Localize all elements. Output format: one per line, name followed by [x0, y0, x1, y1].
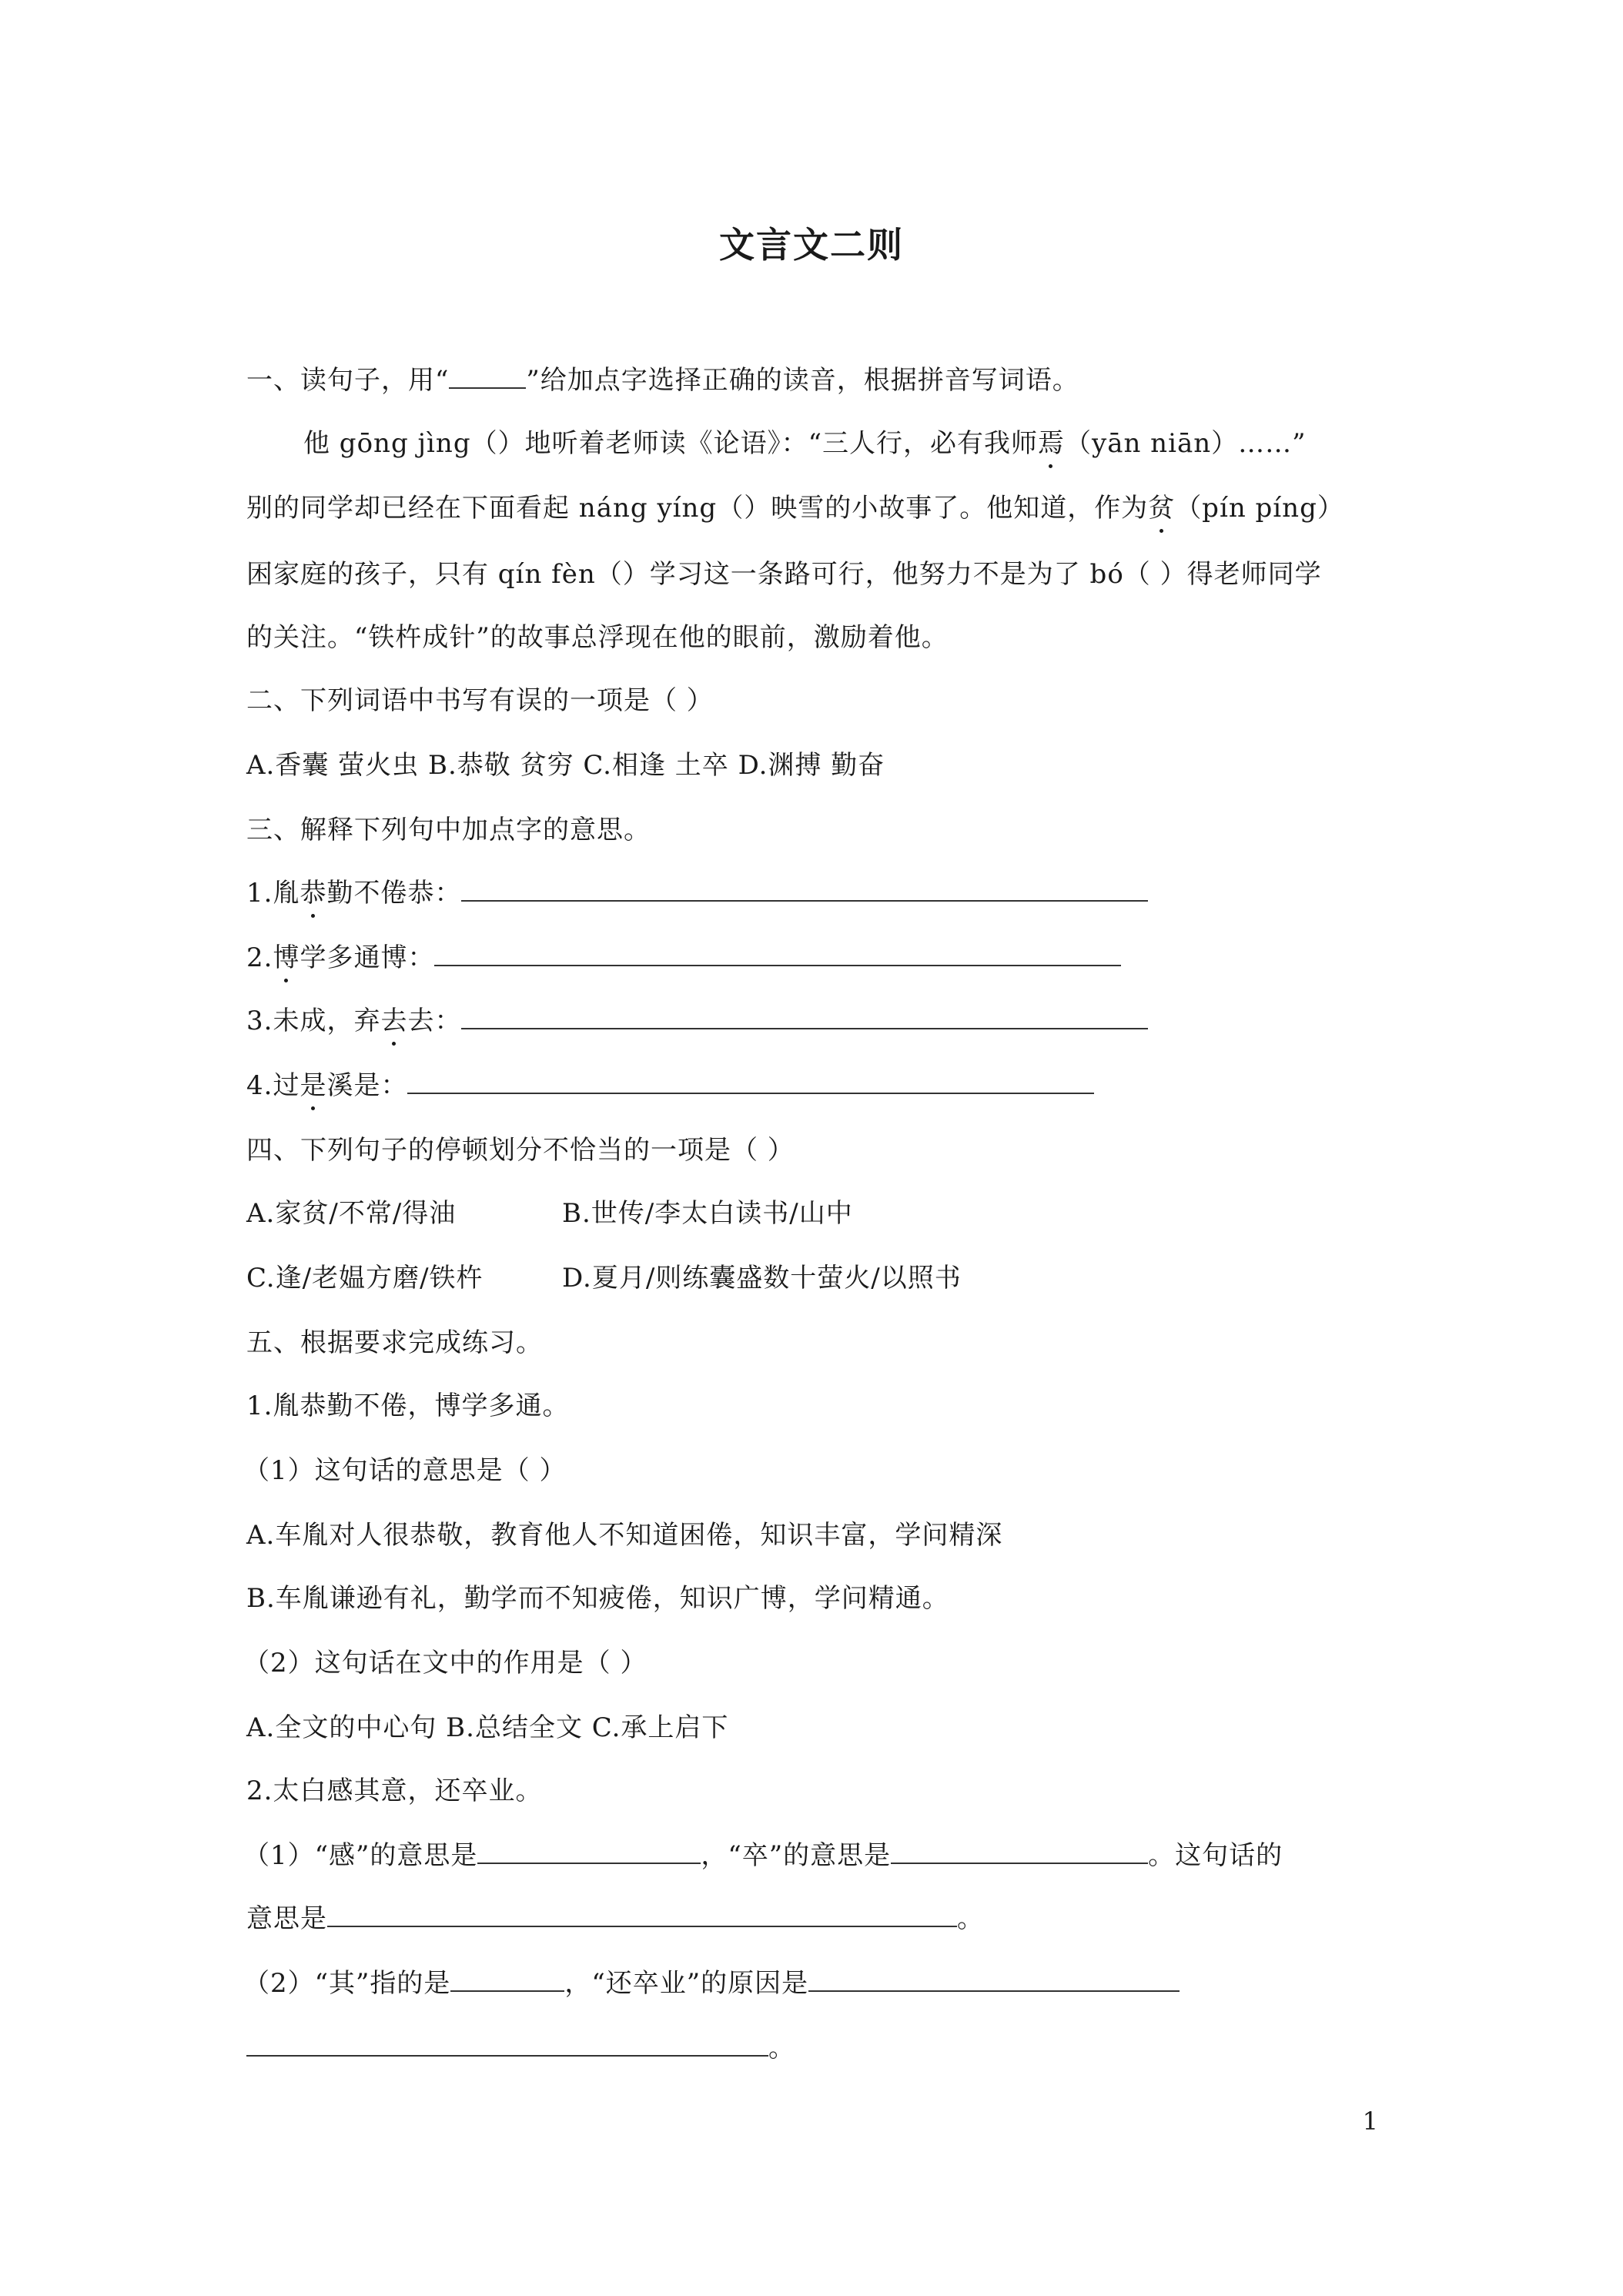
answer-blank	[434, 942, 1121, 966]
answer-blank	[461, 877, 1148, 902]
q1-line-2: 别的同学却已经在下面看起 náng yíng（）映雪的小故事了。他知道，作为贫（pín píng）	[246, 493, 1344, 524]
answer-blank	[891, 1839, 1148, 1864]
answer-blank	[327, 1903, 957, 1927]
q3-item-4: 4.过是溪是：	[246, 1069, 1094, 1103]
q1-line-4: 的关注。“铁杵成针”的故事总浮现在他的眼前，激励着他。	[246, 622, 949, 653]
answer-blank	[477, 1839, 701, 1864]
q5-sentence-1: 1.胤恭勤不倦，博学多通。	[246, 1391, 570, 1421]
q1-line-1: 他 gōng jìng（）地听着老师读《论语》：“三人行，必有我师焉（yān niān）……”	[303, 428, 1307, 459]
answer-blank	[461, 1005, 1148, 1029]
q1-heading: 一、读句子，用“ ”给加点字选择正确的读音，根据拼音写词语。	[246, 365, 1079, 396]
q2-options: A.香囊 萤火虫 B.恭敬 贫穷 C.相逢 土卒 D.渊搏 勤奋	[246, 750, 885, 781]
q5-heading: 五、根据要求完成练习。	[246, 1327, 543, 1358]
answer-blank	[407, 1069, 1094, 1094]
dotted-char: 焉	[1037, 428, 1065, 459]
answer-blank	[808, 1967, 1180, 1992]
q5-s1-options: A.全文的中心句 B.总结全文 C.承上启下	[246, 1712, 729, 1743]
answer-blank	[450, 1967, 564, 1992]
answer-blank	[246, 2032, 768, 2057]
dotted-char: 去	[380, 1006, 408, 1036]
q2-heading: 二、下列词语中书写有误的一项是（ ）	[246, 685, 714, 716]
q5-s2-question-1-cont: 意思是 。	[246, 1903, 984, 1934]
dotted-char: 博	[273, 942, 300, 973]
q4-option-d: D.夏月/则练囊盛数十萤火/以照书	[562, 1263, 962, 1294]
q4-option-a: A.家贫/不常/得油	[246, 1198, 457, 1229]
q4-option-c: C.逢/老媪方磨/铁杵	[246, 1263, 484, 1294]
q5-s1-option-b: B.车胤谦逊有礼，勤学而不知疲倦，知识广博，学问精通。	[246, 1583, 949, 1614]
q4-option-b: B.世传/李太白读书/山中	[562, 1198, 853, 1229]
dotted-char: 是	[300, 1070, 327, 1101]
q3-item-2: 2.博学多通博：	[246, 941, 1121, 975]
q3-item-3: 3.未成，弃去去：	[246, 1004, 1148, 1038]
q3-heading: 三、解释下列句中加点字的意思。	[246, 815, 651, 845]
q1-line-3: 困家庭的孩子，只有 qín fèn（）学习这一条路可行，他努力不是为了 bó（ ）得老师同学	[246, 559, 1322, 590]
page-title: 文言文二则	[719, 224, 904, 266]
page-number: 1	[1362, 2107, 1378, 2136]
q3-item-1: 1.胤恭勤不倦恭：	[246, 876, 1148, 910]
q4-heading: 四、下列句子的停顿划分不恰当的一项是（ ）	[246, 1135, 795, 1166]
q5-s1-question-2: （2）这句话在文中的作用是（ ）	[243, 1648, 648, 1678]
dotted-char: 恭	[300, 878, 327, 909]
q5-s1-option-a: A.车胤对人很恭敬，教育他人不知道困倦，知识丰富，学问精深	[246, 1520, 1003, 1551]
q5-s2-question-1: （1）“感”的意思是 ，“卒”的意思是 。这句话的	[243, 1840, 1283, 1871]
dotted-char: 贫	[1148, 493, 1176, 524]
q5-s2-question-2: （2）“其”指的是 ，“还卒业”的原因是	[243, 1966, 1180, 2000]
q5-s2-question-2-cont: 。	[246, 2031, 795, 2065]
q5-s1-question-1: （1）这句话的意思是（ ）	[243, 1455, 567, 1486]
q5-sentence-2: 2.太白感其意，还卒业。	[246, 1776, 543, 1806]
